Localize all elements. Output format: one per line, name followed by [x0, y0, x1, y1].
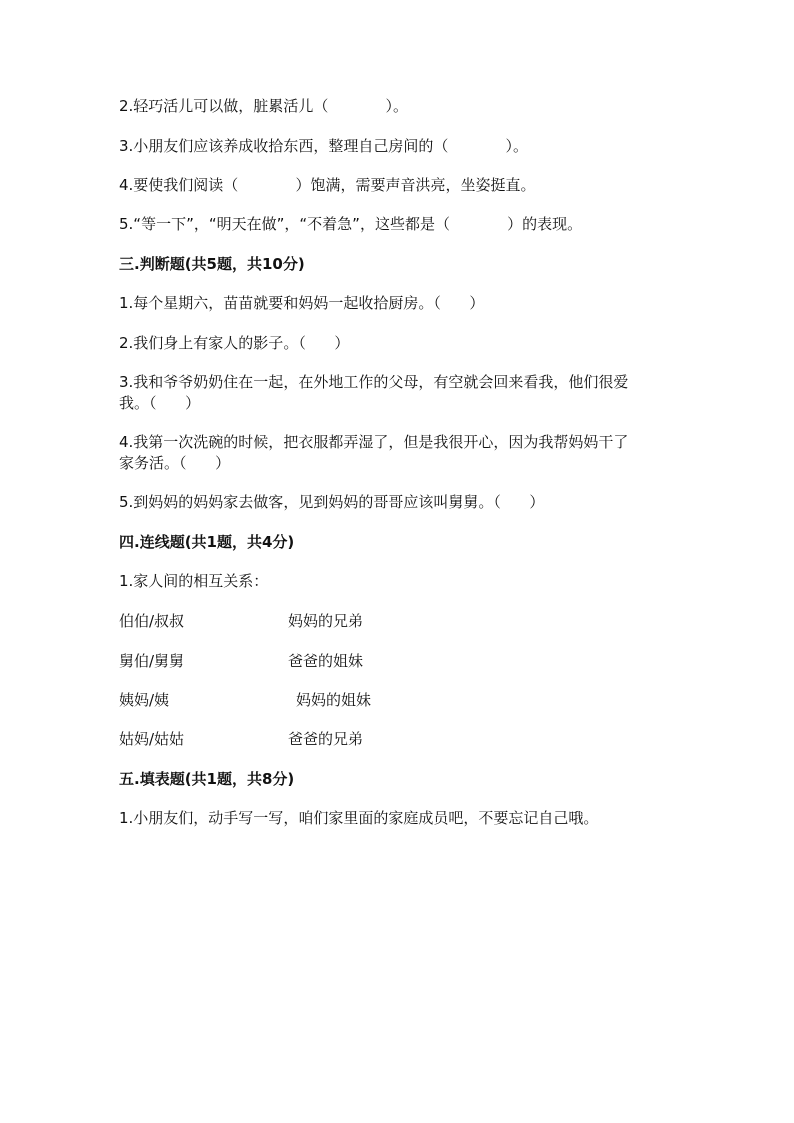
fill-blank-question-2: 2.轻巧活儿可以做，脏累活儿（ ）。 — [119, 97, 409, 115]
matching-left-item-2: 舅伯/舅舅 — [119, 652, 185, 670]
matching-right-item-2: 爸爸的姐妹 — [288, 652, 364, 670]
matching-left-item-4: 姑妈/姑姑 — [119, 730, 185, 748]
judge-question-5: 5.到妈妈的妈妈家去做客，见到妈妈的哥哥应该叫舅舅。（ ） — [119, 493, 545, 511]
judge-question-3-line-1: 3.我和爷爷奶奶住在一起，在外地工作的父母，有空就会回来看我，他们很爱 — [119, 373, 629, 391]
section-4-title: 四.连线题(共1题，共4分) — [119, 533, 295, 551]
section-3-title: 三.判断题(共5题，共10分) — [119, 255, 305, 273]
fill-blank-question-5: 5.“等一下”，“明天在做”，“不着急”，这些都是（ ）的表现。 — [119, 215, 583, 233]
judge-question-4-line-1: 4.我第一次洗碗的时候，把衣服都弄湿了，但是我很开心，因为我帮妈妈干了 — [119, 433, 629, 451]
fill-blank-question-3: 3.小朋友们应该养成收拾东西，整理自己房间的（ ）。 — [119, 137, 529, 155]
judge-question-4-line-2: 家务活。（ ） — [119, 454, 231, 472]
section-5-title: 五.填表题(共1题，共8分) — [119, 770, 295, 788]
matching-left-item-3: 姨妈/姨 — [119, 691, 170, 709]
matching-left-item-1: 伯伯/叔叔 — [119, 612, 185, 630]
fill-blank-question-4: 4.要使我们阅读（ ）饱满，需要声音洪亮，坐姿挺直。 — [119, 176, 536, 194]
matching-question-1: 1.家人间的相互关系： — [119, 572, 269, 590]
matching-right-item-1: 妈妈的兄弟 — [288, 612, 364, 630]
judge-question-1: 1.每个星期六，苗苗就要和妈妈一起收拾厨房。（ ） — [119, 294, 485, 312]
judge-question-2: 2.我们身上有家人的影子。（ ） — [119, 334, 350, 352]
matching-right-item-3: 妈妈的姐妹 — [296, 691, 372, 709]
matching-right-item-4: 爸爸的兄弟 — [288, 730, 364, 748]
table-question-1: 1.小朋友们，动手写一写，咱们家里面的家庭成员吧，不要忘记自己哦。 — [119, 809, 599, 827]
judge-question-3-line-2: 我。（ ） — [119, 394, 201, 412]
